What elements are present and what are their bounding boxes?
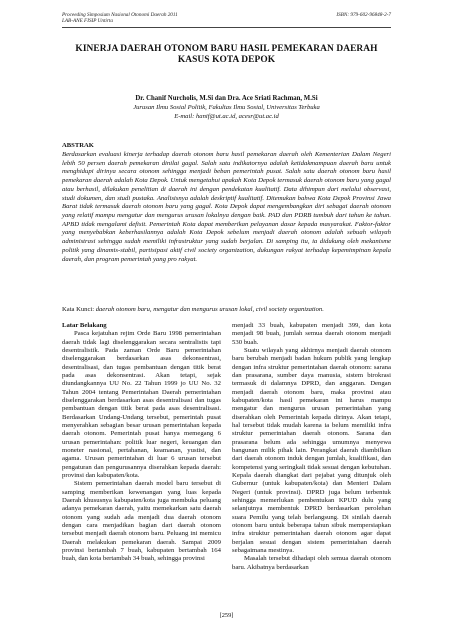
header-proceeding-name: Proceeding Simposium Nasional Otonomi Daerah 2011 [62,12,178,18]
abstract-heading: ABSTRAK [62,142,94,149]
header-publisher: LAB-ANE FISIP Untirta [62,18,113,25]
title-line-1: KINERJA DAERAH OTONOM BARU HASIL PEMEKARAN DAERAH [75,44,378,54]
paragraph: Pasca kejatuhan rejim Orde Baru 1998 pemerintahan daerah tidak lagi diselenggarakan secara sentralistis tapi desentralistik. Pada zaman Orde Baru pemerintahan diselenggarakan berdasarkan asas dekonsentrasi, desentralisasi, dan tugas pembantuan dengan titik berat pada asas dekonsentrasi. Akan tetapi, sejak diundangkannya UU No. 22 Tahun 1999 jo UU No. 32 Tahun 2004 tentang Pemerintahan Daerah pemerintahan diselenggarakan berdasarkan asas desentralisasi dan tugas pembantuan dengan titik berat pada asas desentralisasi. Berdasarkan Undang-Undang tersebut, pemerintah pusat menyerahkan sebagian besar urusan pemerintahan kepada daerah otonom. Pemerintah pusat hanya memegang 6 urusan pemerintahan: politik luar negeri, keuangan dan moneter nasional, pertahanan, keamanan, yustisi, dan agama. Urusan pemerintahan di luar 6 urusan tersebut pengaturan dan pengurusannya diserahkan kepada daerah: provinsi dan kabupaten/kota. [62,330,221,479]
abstract-text: Berdasarkan evaluasi kinerja terhadap daerah otonom baru hasil pemekaran daerah oleh Kementerian Dalam Negeri lebih 50 persen daerah pemekaran dinilai gagal. Salah satu indikatornya adalah ketidakmampuan daerah baru untuk menghidupi dirinya secara otonom sehingga menjadi beban pemerintah pusat. Salah satu daerah otonom baru hasil pemekaran daerah adalah Kota Depok. Untuk mengetahui apakah Kota Depok termasuk daerah otonom baru yang gagal atau berhasil, dilakukan penelitian di daerah ini dengan pendekatan kualitatif. Data dihimpun dari melalui observasi, studi dokumen, dan studi pustaka. Analisisnya adalah deskriptif kualitatif. Ditemukan bahwa Kota Depok Provinsi Jawa Barat tidak termasuk daerah otonom baru yang gagal. Kota Depok dapat mengembangkan diri sebagai daerah otonom yang relatif mampu mengatur dan mengurus urusan lokalnya dengan baik. PAD dan PDRB tumbuh dari tahun ke tahun. APBD tidak mengalami defisit. Pemerintah Kota dapat memberikan pelayanan dasar kepada masyarakat. Faktor-faktor yang menyebabkan keberhasilannya adalah Kota Depok sebelum menjadi daerah otonom adalah sebuah wilayah administrasi sehingga sudah memiliki infrastruktur yang sudah berjalan. Di samping itu, ia didukung oleh mekanisme politik yang dinamis-stabil, partisipasi aktif civil society organization, dukungan rakyat terhadap kepemimpinan kepala daerah, dan program pemerintah yang pro rakyat. [62,151,391,263]
keywords-text: daerah otonom baru, mengatur dan mengurus urusan lokal, civil society organization. [95,306,324,313]
paper-title [62,44,391,67]
title-line-2: KASUS KOTA DEPOK [177,55,276,66]
body-column-left [62,322,221,564]
paragraph: Suatu wilayah yang akhirnya menjadi daerah otonom baru berubah menjadi badan hukum publik yang lengkap dengan infra struktur pemerintahan daerah otonom: sarana dan prasarana, sumber daya manusia, sistem birokrasi termasuk di dalamnya DPRD, dan anggaran. Dengan menjadi daerah otonom baru, maka provinsi atau kabupaten/kota hasil pemekaran ini harus mampu mengatur dan mengurus urusan pemerintahan yang diserahkan oleh Pemerintah kepada dirinya. Akan tetapi, hal tersebut tidak mudah karena ia belum memiliki infra struktur pemerintahan daerah otonom. Sarana dan prasarana belum ada sehingga umumnya menyewa bangunan milik pihak lain. Perangkat daerah diambilkan dari daerah otonom induk dengan jumlah, kualifikasi, dan kompetensi yang seringkali tidak sesuai dengan kebutuhan. Kepala daerah diangkat dari pejabat yang ditunjuk oleh Gubernur (untuk kabupaten/kota) dan Menteri Dalam Negeri (untuk provinsi). DPRD juga belum terbentuk sehingga memerlukan pembentukan KPUD dulu yang selanjutnya membentuk DPRD berdasarkan perolehan suara Pemilu yang telah berlangsung. Di sinilah daerah otonom baru untuk beberapa tahun sibuk mempersiapkan infra struktur pemerintahan daerah otonom agar dapat berjalan sesuai dengan sistem pemerintahan daerah sebagaimana mestinya. [232,346,391,554]
affiliation: Jurusan Ilmu Sosial Politik, Fakultas Ilmu Sosial, Universitas Terbuka [133,104,320,111]
section-heading: Latar Belakang [62,322,107,329]
authors: Dr. Chanif Nurcholis, M.Si dan Dra. Ace Sriati Rachman, M.Si [135,95,318,102]
author-email: E-mail: hanif@ut.ac.id, acesr@ut.ac.id [174,113,279,120]
keywords [62,306,391,314]
paragraph: Masalah tersebut dihadapi oleh semua daerah otonom baru. Akibatnya berdasarkan [232,555,391,571]
paragraph: menjadi 33 buah, kabupaten menjadi 399, dan kota menjadi 98 buah, jumlah semua daerah otonom menjadi 530 buah. [232,322,391,346]
keywords-label: Kata Kunci: [62,306,95,313]
paragraph: Sistem pemerintahan daerah model baru tersebut di samping memberikan kewenangan yang luas kepada Daerah khususnya kabupaten/kota juga membuka peluang adanya pemekaran daerah, yaitu memekarkan satu daerah otonom yang sudah ada menjadi dua daerah otonom dengan cara menjadikan bagian dari daerah otonom tersebut menjadi daerah otonom baru. Peluang ini memicu Daerah melakukan pemekaran daerah. Sampai 2009 provinsi bertambah 7 buah, kabupaten bertambah 164 buah, dan kota bertambah 34 buah, sehingga provinsi [62,480,221,563]
page-number: [259] [219,612,234,619]
running-header-left [62,12,178,25]
header-divider [62,27,391,28]
header-isbn: ISBN: 979-602-96848-2-7 [336,12,391,18]
body-column-right [232,322,391,572]
